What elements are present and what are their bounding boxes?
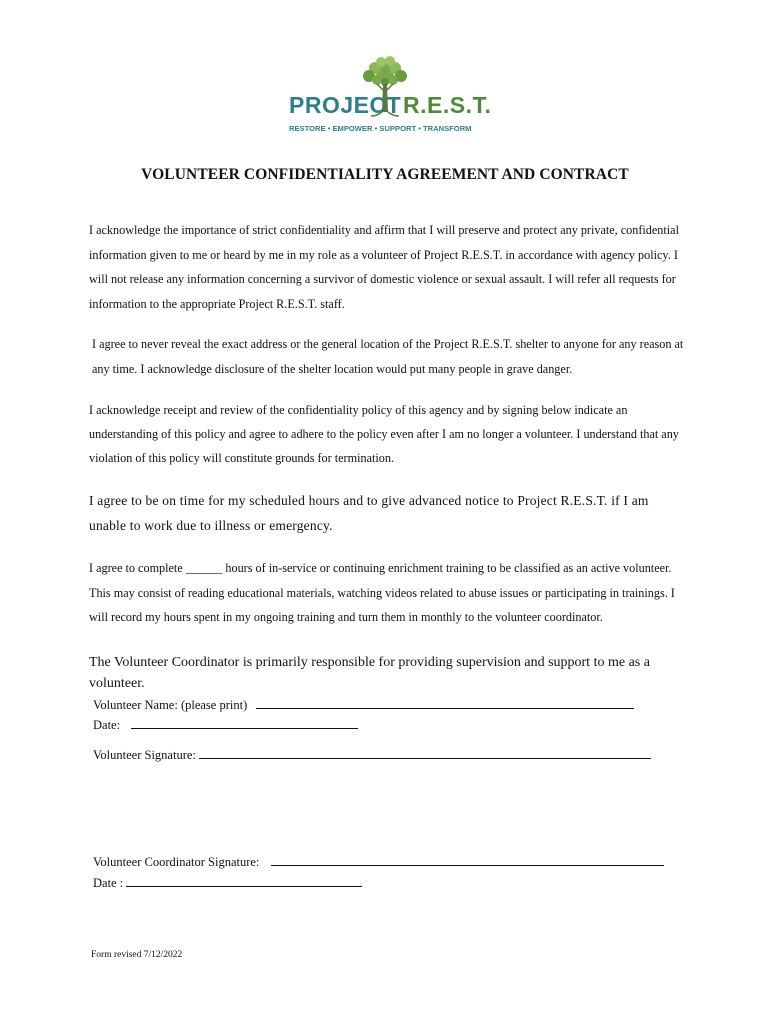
volunteer-signature-field[interactable] (93, 748, 651, 763)
coordinator-date-label: Date : (93, 876, 124, 890)
document-title: VOLUNTEER CONFIDENTIALITY AGREEMENT AND CONTRACT (141, 166, 629, 183)
coordinator-date-field[interactable] (93, 876, 362, 891)
coordinator-date-line[interactable] (126, 876, 362, 887)
volunteer-name-line[interactable] (256, 698, 634, 709)
project-rest-logo (285, 56, 492, 140)
form-revision-footer: Form revised 7/12/2022 (91, 950, 183, 960)
paragraph-confidentiality: I acknowledge the importance of strict confidentiality and affirm that I will preserve and protect any private, confidential information given to me or heard by me in my role as a volunteer of Project R.E.S.T. in accordance with agency policy. I will not release any information concerning a survivor of domestic violence or sexual assault. I will refer all requests for information to the appropriate Project R.E.S.T. staff. (89, 223, 679, 311)
volunteer-name-label: Volunteer Name: (please print) (93, 698, 248, 712)
volunteer-name-field[interactable] (93, 698, 634, 713)
paragraph-policy-receipt: I acknowledge receipt and review of the confidentiality policy of this agency and by signing below indicate an understanding of this policy and agree to adhere to the policy even after I am no longer a volunteer. I understand that any violation of this policy will constitute grounds for termination. (89, 403, 679, 465)
brand-tagline: RESTORE • EMPOWER • SUPPORT • TRANSFORM (289, 124, 472, 133)
date-label: Date: (93, 718, 121, 732)
brand-right: R.E.S.T. (403, 92, 492, 118)
date-field[interactable] (93, 718, 358, 733)
volunteer-signature-line[interactable] (199, 748, 651, 759)
brand-left: PROJECT (289, 92, 402, 118)
tree-foliage-icon (363, 56, 407, 86)
paragraph-coordinator: The Volunteer Coordinator is primarily responsible for providing supervision and support to me as a volunteer. (89, 655, 650, 691)
volunteer-signature-label: Volunteer Signature: (93, 748, 196, 762)
coordinator-signature-label: Volunteer Coordinator Signature: (93, 855, 260, 869)
paragraph-punctuality: I agree to be on time for my scheduled hours and to give advanced notice to Project R.E.S.T. if I am unable to work due to illness or emergency. (89, 493, 649, 533)
date-line[interactable] (131, 718, 358, 729)
paragraph-shelter-location: I agree to never reveal the exact address or the general location of the Project R.E.S.T. shelter to anyone for any reason at any time. I acknowledge disclosure of the shelter location would put many people in grave danger. (92, 337, 684, 376)
coordinator-signature-field[interactable] (93, 855, 664, 870)
coordinator-signature-line[interactable] (271, 855, 664, 866)
paragraph-training-hours: I agree to complete ______ hours of in-service or continuing enrichment training to be classified as an active volunteer. This may consist of reading educational materials, watching videos related to abuse issues or participating in trainings. I will record my hours spent in my ongoing training and turn them in monthly to the volunteer coordinator. (89, 561, 675, 624)
